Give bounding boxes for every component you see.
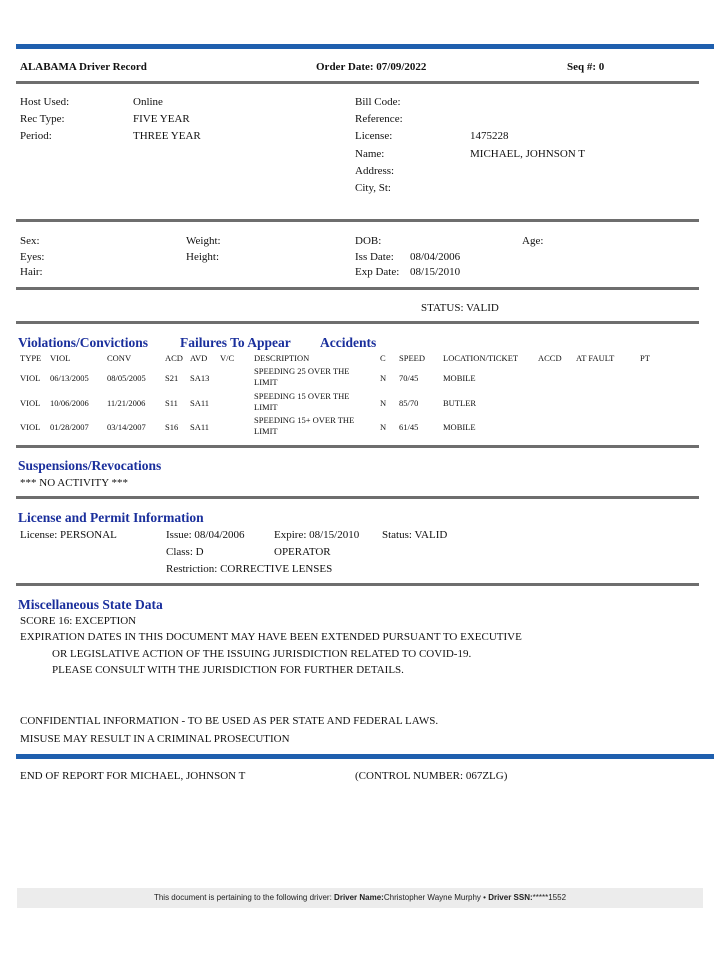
row-location: MOBILE (443, 422, 476, 432)
row-conv-date: 08/05/2005 (107, 373, 146, 383)
row-c: N (380, 422, 387, 432)
rec-type-value: FIVE YEAR (133, 113, 190, 125)
control-number: (CONTROL NUMBER: 067ZLG) (355, 770, 508, 782)
end-of-report: END OF REPORT FOR MICHAEL, JOHNSON T (20, 770, 246, 782)
license-class: Class: D (166, 546, 204, 558)
report-title: ALABAMA Driver Record (20, 61, 147, 73)
divider (16, 287, 699, 290)
row-avd: SA11 (190, 398, 210, 408)
col-location: LOCATION/TICKET (443, 353, 519, 363)
covid-notice-line2: OR LEGISLATIVE ACTION OF THE ISSUING JURISDICTION RELATED TO COVID-19. (52, 648, 472, 660)
row-conv-date: 11/21/2006 (107, 398, 146, 408)
col-vc: V/C (220, 353, 235, 363)
host-used-value: Online (133, 96, 163, 108)
name-label: Name: (355, 148, 385, 160)
col-c: C (380, 353, 386, 363)
order-date: Order Date: 07/09/2022 (316, 61, 427, 73)
divider (16, 445, 699, 448)
period-label: Period: (20, 130, 52, 142)
row-conv-date: 03/14/2007 (107, 422, 146, 432)
iss-date-value: 08/04/2006 (410, 251, 461, 263)
license-restriction: Restriction: CORRECTIVE LENSES (166, 563, 333, 575)
license-value: 1475228 (470, 130, 509, 142)
confidential-line1: CONFIDENTIAL INFORMATION - TO BE USED AS PER STATE AND FEDERAL LAWS. (20, 715, 439, 727)
col-type: TYPE (20, 353, 42, 363)
dob-label: DOB: (355, 235, 382, 247)
row-location: MOBILE (443, 373, 476, 383)
top-blue-bar (16, 44, 714, 49)
eyes-label: Eyes: (20, 251, 45, 263)
license-label: License: (355, 130, 393, 142)
covid-notice-line3: PLEASE CONSULT WITH THE JURISDICTION FOR FURTHER DETAILS. (52, 664, 404, 676)
exp-date-label: Exp Date: (355, 266, 400, 278)
license-type: License: PERSONAL (20, 529, 117, 541)
license-issue: Issue: 08/04/2006 (166, 529, 245, 541)
license-expire: Expire: 08/15/2010 (274, 529, 360, 541)
col-viol: VIOL (50, 353, 71, 363)
covid-notice-line1: EXPIRATION DATES IN THIS DOCUMENT MAY HAVE BEEN EXTENDED PURSUANT TO EXECUTIVE (20, 631, 522, 643)
host-used-label: Host Used: (20, 96, 70, 108)
row-c: N (380, 398, 387, 408)
row-acd: S21 (165, 373, 179, 383)
suspensions-title: Suspensions/Revocations (18, 458, 162, 473)
row-viol-date: 10/06/2006 (50, 398, 89, 408)
col-description: DESCRIPTION (254, 353, 310, 363)
iss-date-label: Iss Date: (355, 251, 394, 263)
col-conv: CONV (107, 353, 132, 363)
row-description-cont: LIMIT (254, 402, 278, 412)
bottom-blue-bar (16, 754, 714, 759)
row-description: SPEEDING 25 OVER THE (254, 366, 350, 376)
weight-label: Weight: (186, 235, 221, 247)
footer-ssn: *****1552 (532, 893, 567, 902)
divider (16, 219, 699, 222)
col-at-fault: AT FAULT (576, 353, 615, 363)
row-type: VIOL (20, 373, 41, 383)
row-viol-date: 06/13/2005 (50, 373, 89, 383)
row-description: SPEEDING 15 OVER THE (254, 391, 350, 401)
name-value: MICHAEL, JOHNSON T (470, 148, 585, 160)
accidents-title: Accidents (320, 335, 377, 350)
city-label: City, St: (355, 182, 391, 194)
reference-label: Reference: (355, 113, 403, 125)
license-info-title: License and Permit Information (18, 510, 204, 525)
row-type: VIOL (20, 422, 41, 432)
divider (16, 321, 699, 324)
rec-type-label: Rec Type: (20, 113, 65, 125)
row-description-cont: LIMIT (254, 377, 278, 387)
row-avd: SA11 (190, 422, 210, 432)
footer-prefix: This document is pertaining to the following driver: (153, 893, 335, 902)
col-speed: SPEED (399, 353, 425, 363)
no-activity-text: *** NO ACTIVITY *** (20, 477, 129, 489)
row-speed: 61/45 (399, 422, 419, 432)
col-pt: PT (640, 353, 650, 363)
footer-driver-name: Christopher Wayne Murphy (383, 893, 481, 902)
row-description: SPEEDING 15+ OVER THE (254, 415, 355, 425)
misc-title: Miscellaneous State Data (18, 597, 163, 612)
row-acd: S16 (165, 422, 179, 432)
row-viol-date: 01/28/2007 (50, 422, 89, 432)
score-text: SCORE 16: EXCEPTION (20, 615, 137, 627)
period-value: THREE YEAR (133, 130, 201, 142)
row-location: BUTLER (443, 398, 477, 408)
row-speed: 70/45 (399, 373, 419, 383)
col-accd: ACCD (538, 353, 562, 363)
confidential-line2: MISUSE MAY RESULT IN A CRIMINAL PROSECUTION (20, 733, 290, 745)
row-acd: S11 (165, 398, 178, 408)
status-valid: STATUS: VALID (421, 302, 499, 314)
row-description-cont: LIMIT (254, 426, 278, 436)
divider (16, 81, 699, 84)
hair-label: Hair: (20, 266, 43, 278)
address-label: Address: (355, 165, 395, 177)
divider (16, 496, 699, 499)
row-type: VIOL (20, 398, 41, 408)
height-label: Height: (186, 251, 219, 263)
row-avd: SA13 (190, 373, 210, 383)
sex-label: Sex: (20, 235, 40, 247)
row-c: N (380, 373, 387, 383)
footer-ssn-label: Driver SSN: (488, 893, 533, 902)
license-operator: OPERATOR (274, 546, 331, 558)
col-avd: AVD (190, 353, 208, 363)
license-status: Status: VALID (382, 529, 448, 541)
violations-title: Violations/Convictions (18, 335, 149, 350)
row-speed: 85/70 (399, 398, 419, 408)
divider (16, 583, 699, 586)
col-acd: ACD (165, 353, 183, 363)
age-label: Age: (522, 235, 544, 247)
exp-date-value: 08/15/2010 (410, 266, 461, 278)
footer-separator: • (480, 893, 489, 902)
failures-to-appear-title: Failures To Appear (180, 335, 291, 350)
driver-footer (17, 888, 703, 908)
footer-name-label: Driver Name: (334, 893, 384, 902)
bill-code-label: Bill Code: (355, 96, 401, 108)
sequence-number: Seq #: 0 (567, 61, 605, 73)
